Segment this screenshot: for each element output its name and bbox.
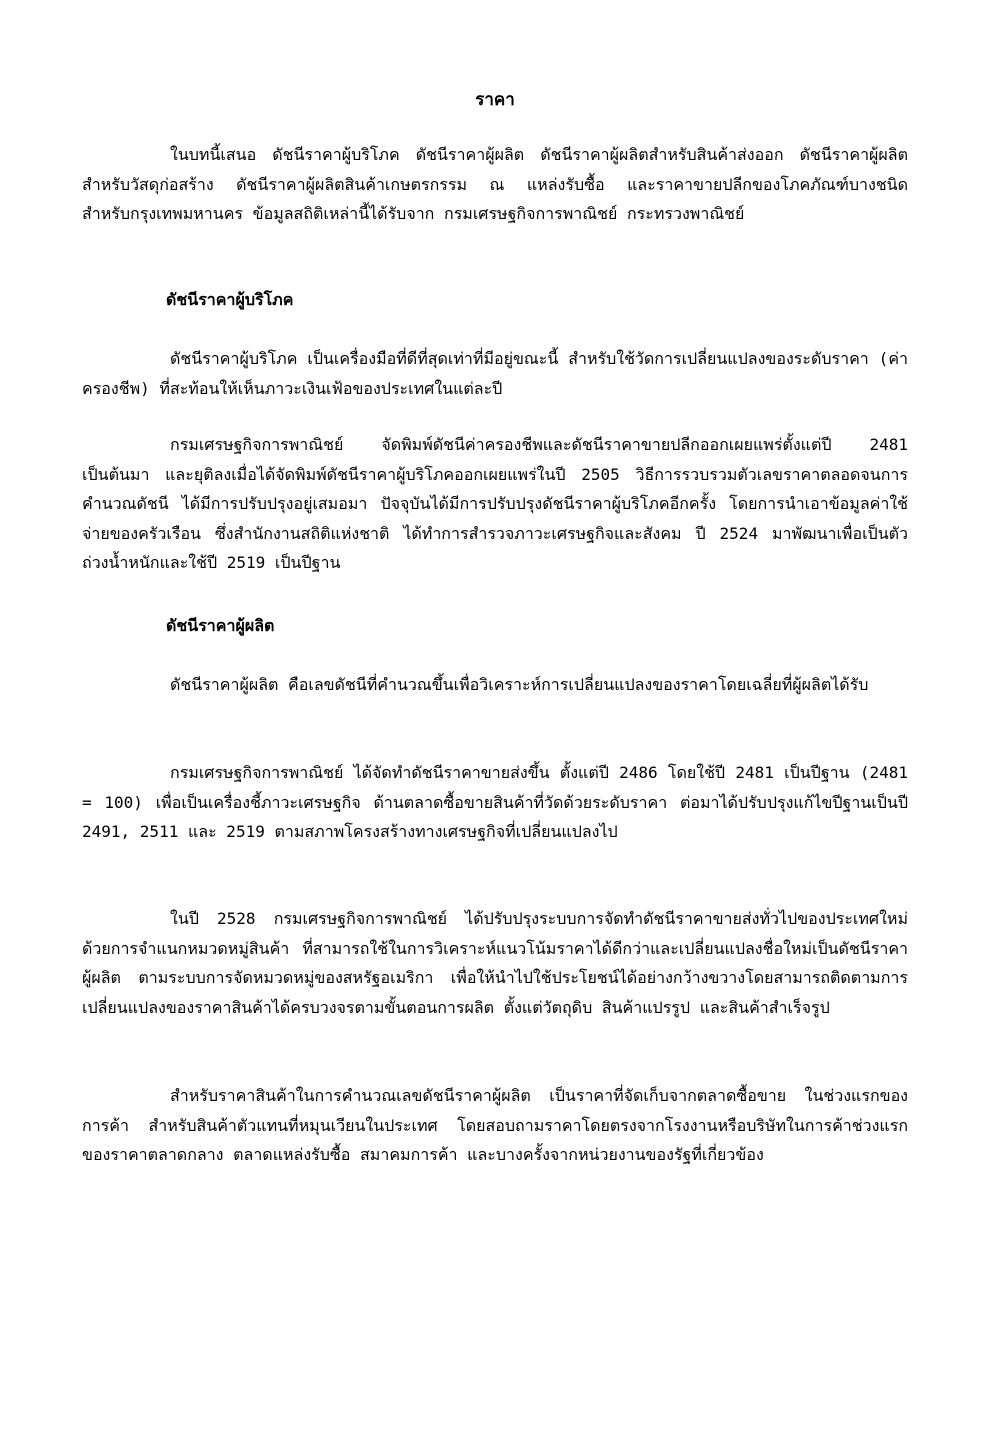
intro-paragraph: ในบทนี้เสนอ ดัชนีราคาผู้บริโภค ดัชนีราคาผู้ผลิต ดัชนีราคาผู้ผลิตสำหรับสินค้าส่งออก ดัชนีราคาผู้ผลิตสำหรับวัสดุก่อสร้าง ดัชนีราคาผู้ผลิตสินค้าเกษตรกรรม ณ แหล่งรับซื้อ และราคาขายปลีกของโภคภัณฑ์บางชนิด สำหรับกรุงเทพมหานคร ข้อมูลสถิติเหล่านี้ได้รับจาก กรมเศรษฐกิจการพาณิชย์ กระทรวงพาณิชย์ xyxy=(82,145,908,223)
page-title: ราคา xyxy=(475,90,515,110)
ppi-paragraph-3: ในปี 2528 กรมเศรษฐกิจการพาณิชย์ ได้ปรับปรุงระบบการจัดทำดัชนีราคาขายส่งทั่วไปของประเทศใหม่ ด้วยการจำแนกหมวดหมู่สินค้า ที่สามารถใช้ในการวิเคราะห์แนวโน้มราคาได้ดีกว่าและเปลี่ยนแปลงชื่อใหม่เป็นดัชนีราคาผู้ผลิต ตามระบบการจัดหมวดหมู่ของสหรัฐอเมริกา เพื่อให้นำไปใช้ประโยชน์ได้อย่างกว้างขวางโดยสามารถติดตามการเปลี่ยนแปลงของราคาสินค้าได้ครบวงจรตามขั้นตอนการผลิต ตั้งแต่วัตถุดิบ สินค้าแปรรูป และสินค้าสำเร็จรูป xyxy=(82,909,908,1017)
cpi-paragraph-2: กรมเศรษฐกิจการพาณิชย์ จัดพิมพ์ดัชนีค่าครองชีพและดัชนีราคาขายปลีกออกเผยแพร่ตั้งแต่ปี 2481 เป็นต้นมา และยุติลงเมื่อได้จัดพิมพ์ดัชนีราคาผู้บริโภคออกเผยแพร่ในปี 2505 วิธีการรวบรวมตัวเลขราคาตลอดจนการคำนวณดัชนี ได้มีการปรับปรุงอยู่เสมอมา ปัจจุบันได้มีการปรับปรุงดัชนีราคาผู้บริโภคอีกครั้ง โดยการนำเอาข้อมูลค่าใช้จ่ายของครัวเรือน ซึ่งสำนักงานสถิติแห่งชาติ ได้ทำการสำรวจภาวะเศรษฐกิจและสังคม ปี 2524 มาพัฒนาเพื่อเป็นตัวถ่วงน้ำหนักและใช้ปี 2519 เป็นปีฐาน xyxy=(82,435,908,572)
section-heading-consumer-price-index: ดัชนีราคาผู้บริโภค xyxy=(166,290,294,309)
ppi-paragraph-2: กรมเศรษฐกิจการพาณิชย์ ได้จัดทำดัชนีราคาขายส่งขึ้น ตั้งแต่ปี 2486 โดยใช้ปี 2481 เป็นปีฐาน (2481 = 100) เพื่อเป็นเครื่องชี้ภาวะเศรษฐกิจ ด้านตลาดซื้อขายสินค้าที่วัดด้วยระดับราคา ต่อมาได้ปรับปรุงแก้ไขปีฐานเป็นปี 2491, 2511 และ 2519 ตามสภาพโครงสร้างทางเศรษฐกิจที่เปลี่ยนแปลงไป xyxy=(82,763,908,841)
section-heading-producer-price-index: ดัชนีราคาผู้ผลิต xyxy=(166,616,275,635)
cpi-paragraph-1: ดัชนีราคาผู้บริโภค เป็นเครื่องมือที่ดีที่สุดเท่าที่มีอยู่ขณะนี้ สำหรับใช้วัดการเปลี่ยนแปลงของระดับราคา (ค่าครองชีพ) ที่สะท้อนให้เห็นภาวะเงินเฟ้อของประเทศในแต่ละปี xyxy=(82,349,908,398)
ppi-paragraph-1: ดัชนีราคาผู้ผลิต คือเลขดัชนีที่คำนวณขึ้นเพื่อวิเคราะห์การเปลี่ยนแปลงของราคาโดยเฉลี่ยที่ผู้ผลิตได้รับ xyxy=(170,675,869,694)
ppi-paragraph-4: สำหรับราคาสินค้าในการคำนวณเลขดัชนีราคาผู้ผลิต เป็นราคาที่จัดเก็บจากตลาดซื้อขาย ในช่วงแรกของการค้า สำหรับสินค้าตัวแทนที่หมุนเวียนในประเทศ โดยสอบถามราคาโดยตรงจากโรงงานหรือบริษัทในการค้าช่วงแรกของราคาตลาดกลาง ตลาดแหล่งรับซื้อ สมาคมการค้า และบางครั้งจากหน่วยงานของรัฐที่เกี่ยวข้อง xyxy=(82,1086,908,1164)
